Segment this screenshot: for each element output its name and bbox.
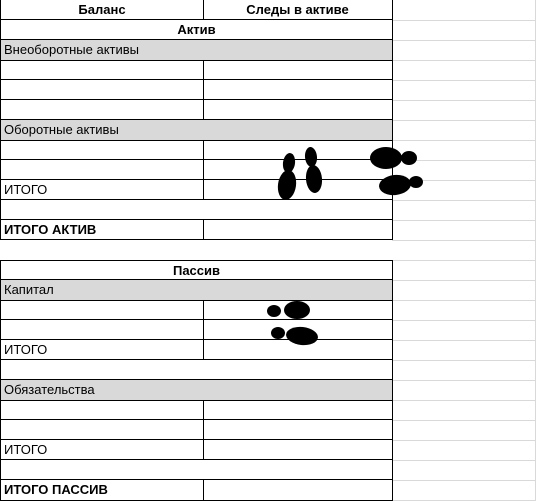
- footprint-icon: [267, 301, 310, 319]
- capital-header[interactable]: Капитал: [0, 280, 393, 300]
- footprint-icon: [370, 147, 417, 169]
- liability-title[interactable]: Пассив: [0, 261, 393, 280]
- footprint-icon: [378, 173, 423, 196]
- header-col-balance[interactable]: Баланс: [0, 0, 204, 20]
- capital-subtotal-label[interactable]: ИТОГО: [0, 340, 204, 360]
- current-assets-header[interactable]: Оборотные активы: [0, 120, 393, 140]
- liability-total-label[interactable]: ИТОГО ПАССИВ: [0, 480, 204, 501]
- footprint-icon: [276, 152, 298, 201]
- footprint-icon: [271, 325, 319, 346]
- asset-total-label[interactable]: ИТОГО АКТИВ: [0, 220, 204, 240]
- obligations-header[interactable]: Обязательства: [0, 380, 393, 400]
- footprint-icon: [304, 147, 323, 194]
- obligations-subtotal-label[interactable]: ИТОГО: [0, 440, 204, 460]
- asset-subtotal-label[interactable]: ИТОГО: [0, 180, 204, 200]
- asset-title[interactable]: Актив: [0, 20, 393, 40]
- header-col-traces[interactable]: Следы в активе: [203, 0, 393, 20]
- noncurrent-assets-header[interactable]: Внеоборотные активы: [0, 40, 393, 60]
